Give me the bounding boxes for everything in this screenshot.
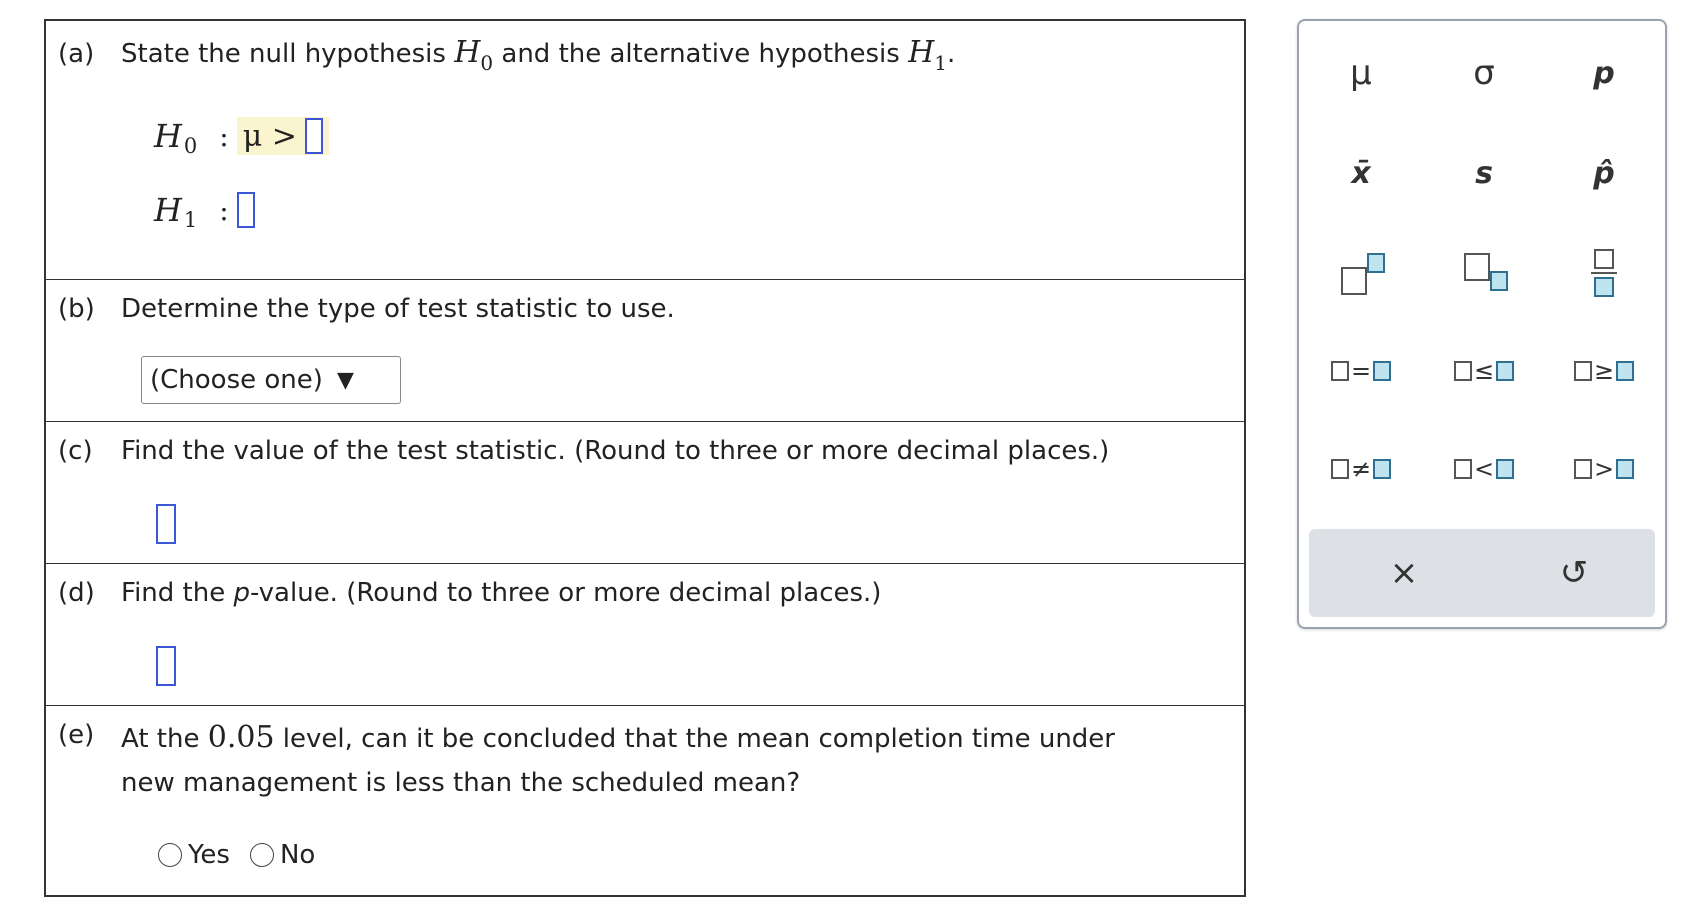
palette-footer [1309,529,1655,617]
part-a-label: (a) [58,39,95,69]
null-h-label: H [154,117,182,155]
equals-icon: = [1331,357,1391,385]
greater-than-icon: > [1574,455,1634,483]
less-equal-icon: ≤ [1454,357,1514,385]
close-icon: × [1389,553,1419,593]
dropdown-triangle-icon: ▼ [336,367,354,393]
null-expression: μ > [242,118,297,154]
h0-subscript: 0 [480,51,494,75]
part-b-prompt: Determine the type of test statistic to use. [121,294,675,324]
part-e-label: (e) [58,720,95,750]
p-hat-key[interactable] [1564,143,1644,203]
no-label: No [279,840,316,870]
test-statistic-input[interactable] [156,504,176,544]
s-key[interactable] [1444,143,1524,203]
p-hat-symbol: p̂ [1593,155,1615,191]
part-a-prompt [121,35,956,75]
part-a-middle: and the alternative hypothesis [501,39,900,69]
s-symbol: s [1475,155,1493,191]
greater-equal-icon: ≥ [1574,357,1634,385]
undo-button[interactable] [1499,529,1649,617]
alt-hypothesis-input[interactable] [237,192,255,228]
part-d-label: (d) [58,578,95,608]
part-d-pre: Find the [121,578,226,608]
h0-symbol: H [454,35,481,70]
sigma-symbol: σ [1473,53,1495,93]
x-bar-symbol: x̄ [1351,155,1371,191]
part-d-p: p [233,578,250,608]
part-b-label: (b) [58,294,95,324]
p-key[interactable] [1564,43,1644,103]
part-e-pre: At the [121,724,200,754]
null-colon: : [219,119,229,153]
greater-equal-key[interactable] [1564,341,1644,401]
less-equal-key[interactable] [1444,341,1524,401]
null-hypothesis-row [154,117,329,158]
h1-subscript: 1 [934,51,947,75]
superscript-key[interactable] [1321,243,1401,303]
test-statistic-select[interactable] [141,356,401,404]
subscript-icon [1462,251,1506,295]
null-value-slot[interactable] [305,118,323,154]
section-d [46,563,1244,705]
section-b [46,279,1244,421]
symbol-palette [1297,19,1667,629]
alt-h-label: H [154,191,182,229]
h1-symbol: H [908,35,935,70]
less-than-icon: < [1454,455,1514,483]
null-hypothesis-input[interactable] [237,117,329,155]
yes-no-radio-group [158,840,335,870]
part-d-prompt [121,578,881,608]
equals-key[interactable] [1321,341,1401,401]
question-table [44,19,1246,897]
no-radio[interactable] [250,843,274,867]
alt-colon: : [219,193,229,227]
part-e-line2: new management is less than the scheduled mean? [121,768,801,798]
alt-h-subscript: 1 [183,208,198,232]
mu-key[interactable] [1321,43,1401,103]
significance-level: 0.05 [207,720,275,755]
p-symbol: p [1593,55,1615,91]
part-e-line1 [121,720,1115,755]
not-equal-key[interactable] [1321,439,1401,499]
fraction-key[interactable] [1564,243,1644,303]
select-value: (Choose one) [150,365,323,395]
subscript-key[interactable] [1444,243,1524,303]
section-a [46,21,1244,279]
part-a-suffix: . [947,39,956,69]
section-e [46,705,1244,895]
part-e-post: level, can it be concluded that the mean completion time under [282,724,1115,754]
fraction-icon [1591,249,1617,297]
sigma-key[interactable] [1444,43,1524,103]
alt-hypothesis-row [154,191,255,232]
not-equal-icon: ≠ [1331,455,1391,483]
yes-radio[interactable] [158,843,182,867]
part-d-post: -value. (Round to three or more decimal places.) [249,578,882,608]
part-c-label: (c) [58,436,93,466]
null-h-subscript: 0 [183,134,198,158]
yes-label: Yes [188,840,230,870]
greater-than-key[interactable] [1564,439,1644,499]
superscript-icon [1339,251,1383,295]
p-value-input[interactable] [156,646,176,686]
x-bar-key[interactable] [1321,143,1401,203]
section-c [46,421,1244,563]
part-c-prompt: Find the value of the test statistic. (Round to three or more decimal places.) [121,436,1110,466]
undo-icon: ↺ [1559,553,1589,593]
less-than-key[interactable] [1444,439,1524,499]
mu-symbol: μ [1350,53,1372,93]
clear-button[interactable] [1329,529,1479,617]
part-a-prefix: State the null hypothesis [121,39,446,69]
